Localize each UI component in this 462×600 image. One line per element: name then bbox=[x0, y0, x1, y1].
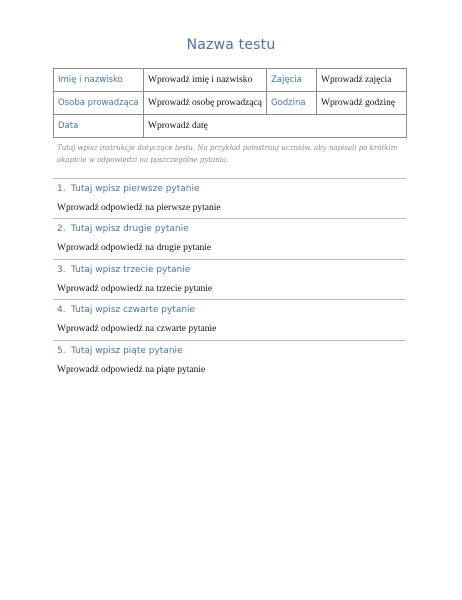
date-label: Data bbox=[54, 115, 144, 138]
time-label: Godzina bbox=[267, 92, 317, 115]
question-text: Tutaj wpisz trzecie pytanie bbox=[71, 265, 191, 275]
name-label: Imię i nazwisko bbox=[54, 69, 144, 92]
question-5[interactable] bbox=[53, 344, 406, 358]
question-text: Tutaj wpisz czwarte pytanie bbox=[71, 305, 196, 315]
class-field[interactable]: Wprowadź zajęcia bbox=[317, 69, 407, 92]
answer-1[interactable]: Wprowadź odpowiedź na pierwsze pytanie bbox=[57, 203, 221, 213]
divider bbox=[53, 178, 406, 179]
class-label: Zajęcia bbox=[267, 69, 317, 92]
question-2[interactable] bbox=[53, 222, 406, 236]
question-number: 1. bbox=[57, 184, 66, 194]
info-row-name bbox=[54, 69, 407, 92]
answer-3[interactable]: Wprowadź odpowiedź na trzecie pytanie bbox=[57, 284, 213, 294]
info-row-instructor bbox=[54, 92, 407, 115]
answer-5[interactable]: Wprowadź odpowiedź na piąte pytanie bbox=[57, 365, 206, 375]
info-row-date bbox=[54, 115, 407, 138]
instructions-text[interactable]: Tutaj wpisz instrukcje dotyczące testu. Na przykład poinstruuj uczniów, aby napisali po krótkim akapicie w odpowiedzi na poszczególne pytania. bbox=[57, 144, 398, 164]
divider bbox=[53, 299, 406, 300]
question-number: 5. bbox=[57, 346, 66, 356]
divider bbox=[53, 340, 406, 341]
question-block-5 bbox=[53, 340, 406, 377]
time-field[interactable]: Wprowadź godzinę bbox=[317, 92, 407, 115]
answer-2[interactable]: Wprowadź odpowiedź na drugie pytanie bbox=[57, 243, 212, 253]
question-text: Tutaj wpisz drugie pytanie bbox=[71, 224, 189, 234]
instructor-field[interactable]: Wprowadź osobę prowadzącą bbox=[144, 92, 267, 115]
divider bbox=[53, 259, 406, 260]
answer-4[interactable]: Wprowadź odpowiedź na czwarte pytanie bbox=[57, 324, 217, 334]
question-block-3 bbox=[53, 259, 406, 296]
question-number: 3. bbox=[57, 265, 66, 275]
question-text: Tutaj wpisz piąte pytanie bbox=[71, 346, 183, 356]
question-3[interactable] bbox=[53, 263, 406, 277]
question-text: Tutaj wpisz pierwsze pytanie bbox=[71, 184, 200, 194]
question-number: 4. bbox=[57, 305, 66, 315]
question-block-2 bbox=[53, 218, 406, 255]
info-table bbox=[53, 68, 407, 138]
test-title[interactable]: Nazwa testu bbox=[186, 37, 276, 53]
date-field[interactable]: Wprowadź datę bbox=[144, 115, 407, 138]
question-number: 2. bbox=[57, 224, 66, 234]
divider bbox=[53, 218, 406, 219]
question-block-4 bbox=[53, 299, 406, 336]
question-block-1 bbox=[53, 178, 406, 215]
question-1[interactable] bbox=[53, 182, 406, 196]
question-4[interactable] bbox=[53, 303, 406, 317]
name-field[interactable]: Wprowadź imię i nazwisko bbox=[144, 69, 267, 92]
instructor-label: Osoba prowadząca bbox=[54, 92, 144, 115]
